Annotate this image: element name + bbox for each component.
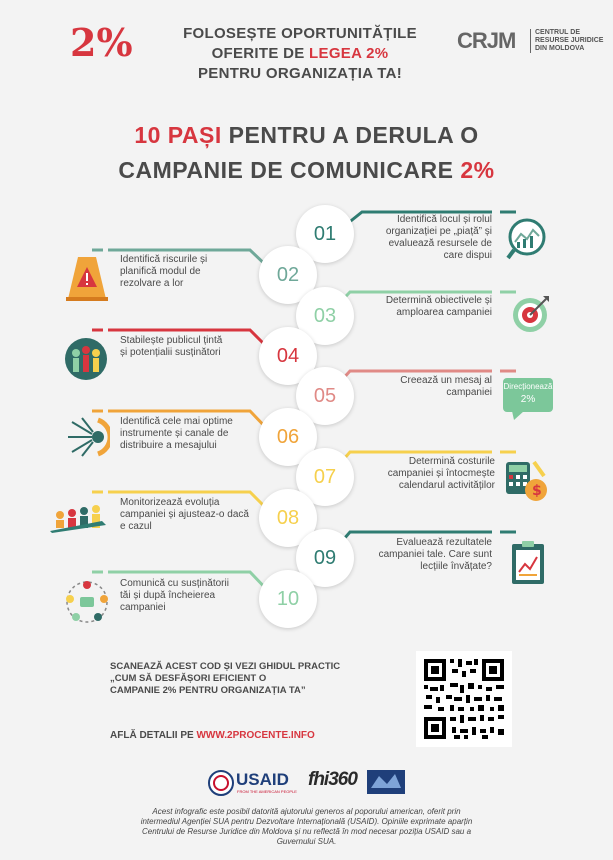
- details-line: AFLĂ DETALII PE WWW.2PROCENTE.INFO: [110, 730, 315, 741]
- audience-icon: [64, 337, 108, 381]
- fhi360-logo: fhi360: [308, 769, 357, 790]
- step-10-text: Comunică cu susținătorii tăi și după încheierea campaniei: [120, 578, 229, 613]
- clipboard-chart-icon: [510, 540, 546, 586]
- header-line-3: PENTRU ORGANIZAȚIA TA!: [197, 65, 403, 82]
- qr-code-graphic: [416, 651, 512, 747]
- step-10-number: 10: [259, 570, 317, 628]
- step-07-number: 07: [296, 448, 354, 506]
- step-06-text: Identifică cele mai optime instrumente și canale de distribuire a mesajului: [120, 416, 233, 451]
- page-title-line-2: CAMPANIE DE COMUNICARE 2%: [118, 157, 495, 183]
- speech-bubble-icon: Direcționează 2%: [503, 378, 553, 412]
- logo-2percent-text: 2%: [70, 20, 133, 65]
- community-icon: [64, 579, 110, 625]
- partner-emblem-icon: [367, 770, 405, 794]
- header-line-1: FOLOSEȘTE OPORTUNITĂȚILE: [183, 25, 417, 42]
- step-01-number: 01: [296, 205, 354, 263]
- usaid-text: USAID: [236, 770, 289, 789]
- speech-bubble-tail: [512, 411, 524, 421]
- step-02-text: Identifică riscurile și planifică modul de rezolvare a lor: [120, 254, 208, 289]
- step-06-number: 06: [259, 408, 317, 466]
- monitoring-icon: [50, 503, 108, 533]
- svg-text:$: $: [532, 483, 542, 499]
- step-02-number: 02: [259, 246, 317, 304]
- calculator-icon: [504, 458, 550, 504]
- step-08-text: Monitorizează evoluția campaniei și ajusteaz-o dacă e cazul: [120, 497, 249, 532]
- step-04-text: Stabilește publicul țintă și potențialii susținători: [120, 335, 223, 358]
- step-05-number: 05: [296, 367, 354, 425]
- header-line-2: OFERITE DE LEGEA 2%: [211, 45, 389, 62]
- step-04-number: 04: [259, 327, 317, 385]
- step-05-text: Creează un mesaj al campaniei: [400, 375, 492, 398]
- distribution-channels-icon: [64, 414, 110, 460]
- crjm-name: CENTRUL DE RESURSE JURIDICE DIN MOLDOVA: [530, 29, 603, 53]
- step-01-text: Identifică locul și rolul organizației pe „piață” și evaluează resursele de care dispui: [385, 214, 492, 261]
- crjm-logo-text: CRJM: [457, 28, 516, 53]
- warning-sign-icon: [66, 255, 108, 301]
- step-07-text: Determină costurile campaniei și întocmește calendarul activităților: [387, 456, 495, 491]
- step-08-number: 08: [259, 489, 317, 547]
- usaid-logo: [208, 770, 304, 798]
- page-title-line-1: 10 PAȘI PENTRU A DERULA O: [134, 122, 479, 148]
- step-03-text: Determină obiectivele și amploarea campaniei: [385, 295, 492, 318]
- usaid-seal-icon: [208, 770, 234, 796]
- website-link[interactable]: WWW.2PROCENTE.INFO: [196, 730, 315, 741]
- usaid-subtext: FROM THE AMERICAN PEOPLE: [237, 789, 297, 794]
- footer-disclaimer: Acest infografic este posibil datorită ajutorului generos al poporului american, oferit prin intermediul Agenției SUA pentru Dezvoltare Internațională (USAID). Opiniile exprimate aparțin Centrului de Resurse Juridice din Moldova și nu reflectă în mod necesar poziția USAID sau a Guvernului SUA.: [140, 807, 473, 846]
- qr-instructions: SCANEAZĂ ACEST COD ȘI VEZI GHIDUL PRACTIC „CUM SĂ DESFĂȘORI EFICIENT O CAMPANIE 2% PENTRU ORGANIZAȚIA TA”: [110, 661, 341, 696]
- step-09-text: Evaluează rezultatele campaniei tale. Care sunt lecțiile învățate?: [378, 537, 492, 572]
- step-09-number: 09: [296, 529, 354, 587]
- target-icon: [510, 294, 550, 334]
- chart-magnifier-icon: [506, 218, 548, 260]
- qr-code[interactable]: [416, 651, 512, 747]
- step-03-number: 03: [296, 287, 354, 345]
